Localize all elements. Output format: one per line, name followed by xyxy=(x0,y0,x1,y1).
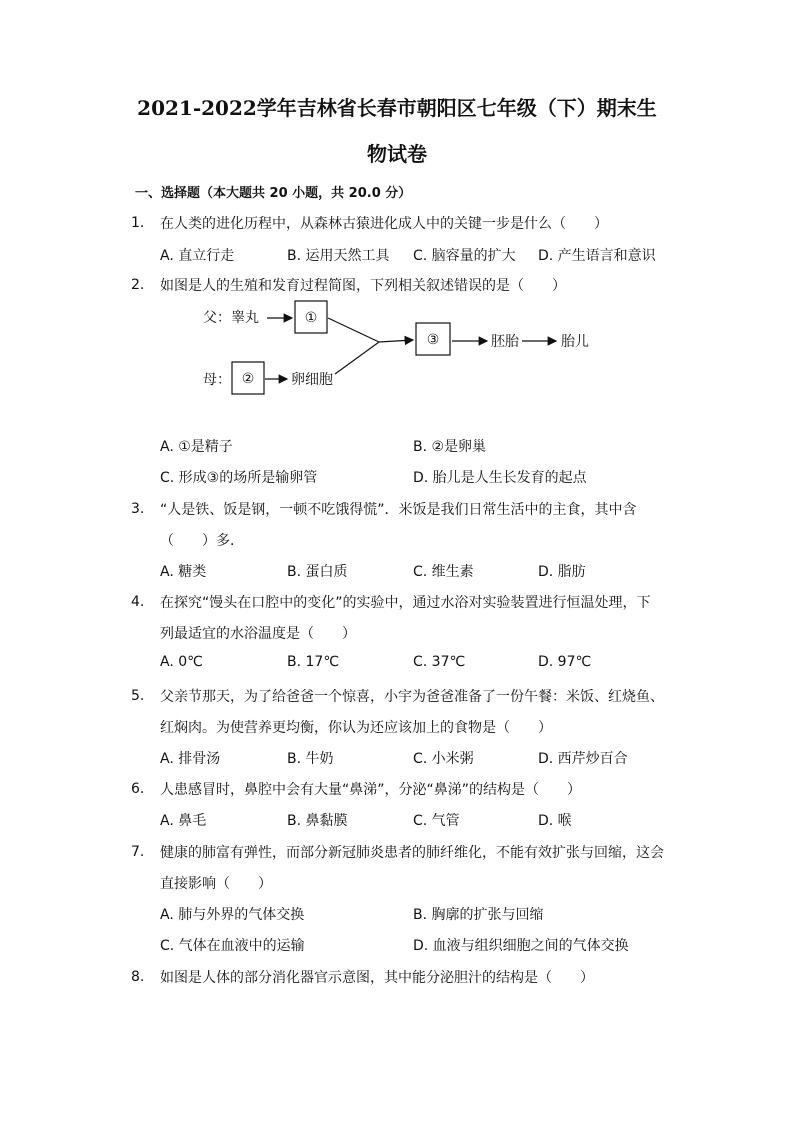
option-a: A. 直立行走 xyxy=(160,248,235,264)
option-a: A. 糖类 xyxy=(160,564,207,580)
option-d: D. 血液与组织细胞之间的气体交换 xyxy=(413,938,629,954)
option-b: B. 胸廓的扩张与回缩 xyxy=(413,907,544,923)
option-b: B. 牛奶 xyxy=(287,751,334,767)
question-text-line2: 直接影响（ ） xyxy=(160,876,272,892)
question-text-line1: 父亲节那天，为了给爸爸一个惊喜，小宇为爸爸准备了一份午餐：米饭、红烧鱼、 xyxy=(160,689,664,705)
merge-line-bottom xyxy=(335,342,379,374)
box-2-label: ② xyxy=(241,371,255,387)
option-b: B. 鼻黏膜 xyxy=(287,813,348,829)
question-number: 2. xyxy=(131,277,145,293)
option-c: C. 气体在血液中的运输 xyxy=(160,938,305,954)
option-b: B. 蛋白质 xyxy=(287,564,348,580)
option-a: A. ①是精子 xyxy=(160,439,233,455)
reproduction-diagram xyxy=(195,298,615,402)
question-text-line2: 列最适宜的水浴温度是（ ） xyxy=(160,626,356,642)
option-a: A. 鼻毛 xyxy=(160,813,207,829)
question-text-line1: 健康的肺富有弹性，而部分新冠肺炎患者的肺纤维化，不能有效扩张与回缩，这会 xyxy=(160,845,664,861)
option-c: C. 形成③的场所是输卵管 xyxy=(160,470,318,486)
embryo-label: 胚胎 xyxy=(491,334,519,350)
question-text-line2: （ ）多． xyxy=(160,533,244,549)
option-d: D. 西芹炒百合 xyxy=(538,751,628,767)
fetus-label: 胎儿 xyxy=(561,334,589,350)
option-c: C. 维生素 xyxy=(413,564,474,580)
option-c: C. 小米粥 xyxy=(413,751,474,767)
question-text-line1: “人是铁、饭是钢，一顿不吃饿得慌”．米饭是我们日常生活中的主食，其中含 xyxy=(160,502,637,518)
option-a: A. 0℃ xyxy=(160,654,203,670)
option-c: C. 气管 xyxy=(413,813,460,829)
option-a: A. 肺与外界的气体交换 xyxy=(160,907,305,923)
question-text: 如图是人体的部分消化器官示意图，其中能分泌胆汁的结构是（ ） xyxy=(160,970,594,986)
exam-title-line2: 物试卷 xyxy=(367,142,427,166)
egg-cell-label: 卵细胞 xyxy=(291,372,333,388)
option-d: D. 97℃ xyxy=(538,654,592,670)
exam-title-line1: 2021-2022学年吉林省长春市朝阳区七年级（下）期末生 xyxy=(137,96,657,120)
option-c: C. 37℃ xyxy=(413,654,466,670)
question-text-line2: 红焖肉。为使营养更均衡，你认为还应该加上的食物是（ ） xyxy=(160,720,552,736)
question-number: 1. xyxy=(131,215,145,231)
father-label: 父：睾丸 xyxy=(203,310,259,326)
option-b: B. 运用天然工具 xyxy=(287,248,390,264)
arrow-fertilization xyxy=(379,340,413,342)
option-d: D. 喉 xyxy=(538,813,572,829)
question-text: 如图是人的生殖和发育过程简图，下列相关叙述错误的是（ ） xyxy=(160,278,566,294)
question-number: 5. xyxy=(131,688,145,704)
option-d: D. 脂肪 xyxy=(538,564,586,580)
option-c: C. 脑容量的扩大 xyxy=(413,248,516,264)
option-d: D. 胎儿是人生长发育的起点 xyxy=(413,470,587,486)
box-3-label: ③ xyxy=(426,332,440,348)
question-text: 人患感冒时，鼻腔中会有大量“鼻涕”，分泌“鼻涕”的结构是（ ） xyxy=(160,782,582,798)
question-number: 3. xyxy=(131,501,145,517)
section-heading: 一、选择题（本大题共 20 小题，共 20.0 分） xyxy=(135,186,412,201)
option-d: D. 产生语言和意识 xyxy=(538,248,656,264)
question-text: 在人类的进化历程中，从森林古猿进化成人中的关键一步是什么（ ） xyxy=(160,216,608,232)
option-b: B. 17℃ xyxy=(287,654,340,670)
question-text-line1: 在探究“馒头在口腔中的变化”的实验中，通过水浴对实验装置进行恒温处理，下 xyxy=(160,595,651,611)
option-b: B. ②是卵巢 xyxy=(413,439,487,455)
question-number: 7. xyxy=(131,844,145,860)
question-number: 8. xyxy=(131,969,145,985)
question-number: 4. xyxy=(131,594,145,610)
option-a: A. 排骨汤 xyxy=(160,751,221,767)
merge-line-top xyxy=(328,318,379,342)
box-1-label: ① xyxy=(304,310,318,326)
mother-label: 母： xyxy=(203,372,231,388)
question-number: 6. xyxy=(131,781,145,797)
